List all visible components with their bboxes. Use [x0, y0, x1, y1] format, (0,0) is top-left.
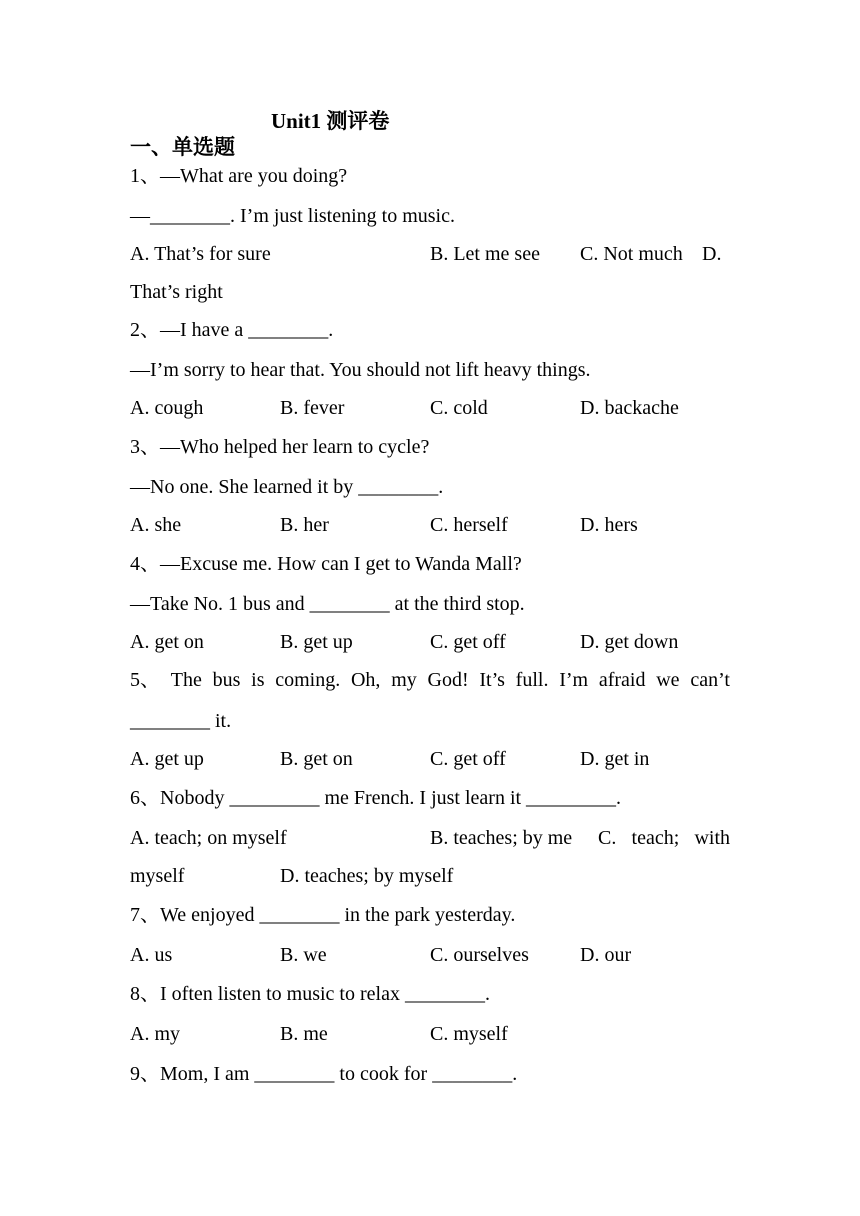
- option-word: with: [694, 827, 730, 849]
- question-5-option-a: A. get up: [130, 748, 204, 770]
- question-1-reply: —________. I’m just listening to music.: [130, 205, 455, 227]
- question-4-option-c: C. get off: [430, 631, 506, 653]
- question-6-stem: 6、Nobody _________ me French. I just learn it _________.: [130, 787, 622, 809]
- question-8-stem: 8、I often listen to music to relax ________.: [130, 983, 490, 1005]
- stem-word: bus: [212, 669, 241, 691]
- question-5-option-c: C. get off: [430, 748, 506, 770]
- question-6-option-a: A. teach; on myself: [130, 827, 287, 849]
- section-heading: 一、单选题: [130, 135, 235, 159]
- question-9-stem: 9、Mom, I am ________ to cook for ________.: [130, 1063, 518, 1085]
- stem-word: can’t: [690, 669, 730, 691]
- option-word: C.: [598, 827, 617, 849]
- question-3-option-b: B. her: [280, 514, 329, 536]
- question-2-option-c: C. cold: [430, 397, 488, 419]
- question-3-option-a: A. she: [130, 514, 182, 536]
- question-2-option-b: B. fever: [280, 397, 345, 419]
- question-2-option-a: A. cough: [130, 397, 204, 419]
- stem-word: full.: [515, 669, 549, 691]
- question-4-option-d: D. get down: [580, 631, 679, 653]
- question-7-option-d: D. our: [580, 944, 632, 966]
- question-6-option-c-continued: myself: [130, 865, 185, 887]
- question-1-option-a: A. That’s for sure: [130, 243, 271, 265]
- question-4-option-a: A. get on: [130, 631, 204, 653]
- stem-word: coming.: [275, 669, 341, 691]
- question-3-option-c: C. herself: [430, 514, 508, 536]
- option-word: teach;: [631, 827, 680, 849]
- question-4-reply: —Take No. 1 bus and ________ at the third stop.: [130, 593, 525, 615]
- question-5-option-d: D. get in: [580, 748, 650, 770]
- question-1-option-b: B. Let me see: [430, 243, 540, 265]
- question-1-option-d-text: That’s right: [130, 281, 223, 303]
- stem-word: afraid: [598, 669, 646, 691]
- question-7-option-a: A. us: [130, 944, 173, 966]
- question-8-option-b: B. me: [280, 1023, 328, 1045]
- question-4-stem: 4、—Excuse me. How can I get to Wanda Mall?: [130, 553, 522, 575]
- question-8-option-a: A. my: [130, 1023, 180, 1045]
- question-8-option-c: C. myself: [430, 1023, 508, 1045]
- stem-word: we: [656, 669, 680, 691]
- question-2-stem: 2、—I have a ________.: [130, 319, 334, 341]
- question-2-reply: —I’m sorry to hear that. You should not lift heavy things.: [130, 359, 591, 381]
- question-6-option-d: D. teaches; by myself: [280, 865, 454, 887]
- question-7-stem: 7、We enjoyed ________ in the park yesterday.: [130, 904, 516, 926]
- stem-word: 5、: [130, 669, 160, 691]
- question-7-option-c: C. ourselves: [430, 944, 529, 966]
- question-7-option-b: B. we: [280, 944, 327, 966]
- stem-word: The: [170, 669, 202, 691]
- question-6-option-b: B. teaches; by me: [430, 827, 573, 849]
- stem-word: is: [251, 669, 265, 691]
- question-5-option-b: B. get on: [280, 748, 353, 770]
- stem-word: Oh,: [350, 669, 381, 691]
- stem-word: God!: [427, 669, 469, 691]
- question-3-reply: —No one. She learned it by ________.: [130, 476, 444, 498]
- stem-word: I’m: [559, 669, 589, 691]
- question-1-stem: 1、—What are you doing?: [130, 165, 348, 187]
- question-3-stem: 3、—Who helped her learn to cycle?: [130, 436, 430, 458]
- stem-word: my: [391, 669, 417, 691]
- stem-word: It’s: [479, 669, 505, 691]
- question-2-option-d: D. backache: [580, 397, 679, 419]
- question-1-option-c: C. Not much: [580, 243, 683, 265]
- question-6-option-c: [598, 826, 730, 850]
- page-title: Unit1 测评卷: [271, 109, 390, 133]
- question-3-option-d: D. hers: [580, 514, 638, 536]
- question-5-stem: [130, 668, 730, 692]
- question-1-option-d-label: D.: [702, 243, 722, 265]
- question-4-option-b: B. get up: [280, 631, 353, 653]
- question-5-stem-continued: ________ it.: [130, 710, 232, 732]
